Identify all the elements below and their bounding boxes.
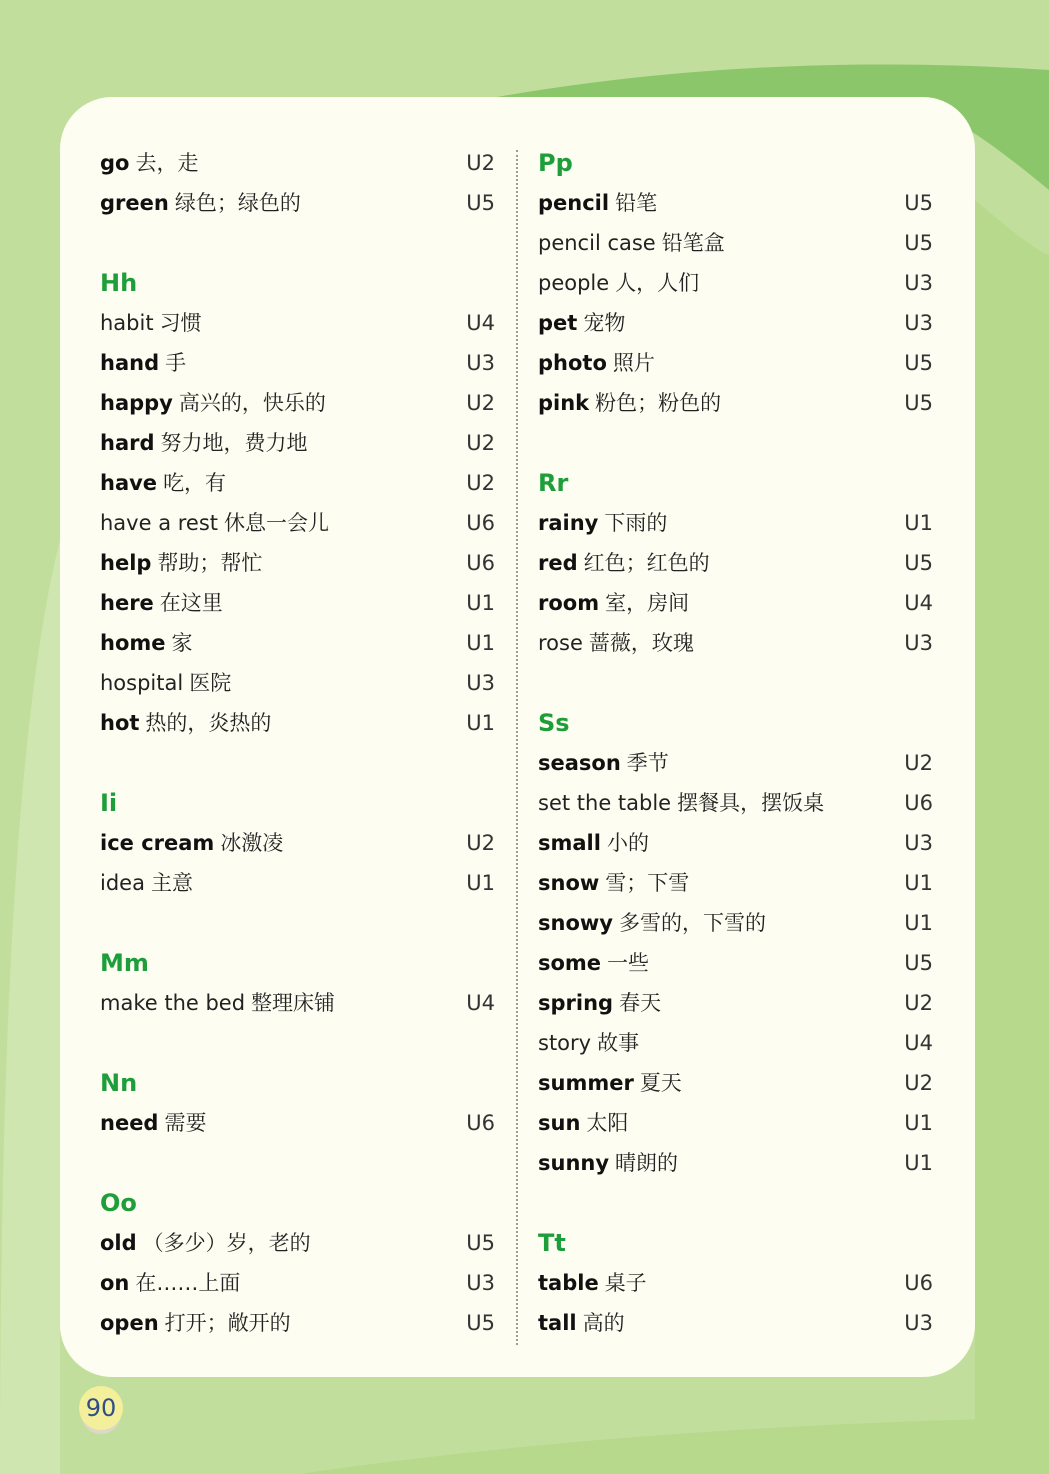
glossary-entry xyxy=(538,543,933,583)
entry-unit: U5 xyxy=(904,391,933,415)
entry-unit: U5 xyxy=(904,191,933,215)
left-glossary-column xyxy=(100,143,495,1343)
glossary-entry xyxy=(538,783,933,823)
entry-word: pencil case xyxy=(538,231,656,255)
glossary-entry xyxy=(538,1263,933,1303)
entry-translation: 在这里 xyxy=(159,591,223,615)
entry-word: pencil xyxy=(538,191,610,215)
entry-translation: 太阳 xyxy=(586,1111,629,1135)
entry-unit: U6 xyxy=(904,791,933,815)
entry-translation: 主意 xyxy=(150,871,193,895)
entry-translation: 帮助；帮忙 xyxy=(157,551,263,575)
entry-translation: 故事 xyxy=(597,1031,640,1055)
entry-translation: 吃，有 xyxy=(163,471,227,495)
entry-translation: 小的 xyxy=(606,831,649,855)
glossary-entry xyxy=(100,1303,495,1343)
glossary-entry xyxy=(100,543,495,583)
glossary-entry xyxy=(100,823,495,863)
entry-unit: U3 xyxy=(904,631,933,655)
glossary-entry xyxy=(100,183,495,223)
entry-word: small xyxy=(538,831,601,855)
entry-word: snow xyxy=(538,871,600,895)
entry-unit: U5 xyxy=(904,951,933,975)
entry-word: photo xyxy=(538,351,607,375)
entry-translation: 夏天 xyxy=(639,1071,682,1095)
entry-unit: U2 xyxy=(904,991,933,1015)
glossary-entry xyxy=(100,303,495,343)
glossary-entry xyxy=(100,703,495,743)
glossary-entry xyxy=(100,983,495,1023)
page-number: 90 xyxy=(79,1386,123,1430)
entry-translation: 人，人们 xyxy=(615,271,700,295)
entry-unit: U2 xyxy=(466,431,495,455)
entry-translation: 下雨的 xyxy=(604,511,668,535)
entry-word: hard xyxy=(100,431,155,455)
entry-translation: 宠物 xyxy=(583,311,626,335)
entry-translation: 多雪的，下雪的 xyxy=(618,911,766,935)
section-gap xyxy=(100,903,495,943)
entry-unit: U2 xyxy=(904,1071,933,1095)
entry-unit: U5 xyxy=(466,1311,495,1335)
entry-translation: 蔷薇，玫瑰 xyxy=(588,631,694,655)
glossary-entry xyxy=(538,223,933,263)
entry-translation: 红色；红色的 xyxy=(583,551,710,575)
glossary-entry xyxy=(538,623,933,663)
entry-translation: （多少）岁，老的 xyxy=(142,1231,311,1255)
entry-translation: 家 xyxy=(171,631,193,655)
entry-translation: 手 xyxy=(165,351,187,375)
entry-word: hot xyxy=(100,711,140,735)
entry-word: tall xyxy=(538,1311,577,1335)
entry-unit: U2 xyxy=(466,391,495,415)
glossary-entry xyxy=(538,183,933,223)
entry-translation: 绿色；绿色的 xyxy=(174,191,301,215)
entry-word: table xyxy=(538,1271,599,1295)
entry-translation: 休息一会儿 xyxy=(224,511,330,535)
entry-translation: 桌子 xyxy=(604,1271,647,1295)
entry-unit: U6 xyxy=(466,1111,495,1135)
entry-unit: U2 xyxy=(466,471,495,495)
glossary-entry xyxy=(538,1023,933,1063)
entry-unit: U3 xyxy=(904,271,933,295)
letter-heading: Pp xyxy=(538,149,573,177)
entry-unit: U5 xyxy=(904,231,933,255)
glossary-entry xyxy=(100,463,495,503)
entry-translation: 雪；下雪 xyxy=(605,871,690,895)
entry-word: make the bed xyxy=(100,991,246,1015)
entry-translation: 热的，炎热的 xyxy=(145,711,272,735)
letter-heading: Hh xyxy=(100,269,138,297)
entry-word: pink xyxy=(538,391,590,415)
entry-word: hand xyxy=(100,351,160,375)
entry-unit: U1 xyxy=(904,1111,933,1135)
entry-word: snowy xyxy=(538,911,613,935)
entry-translation: 季节 xyxy=(626,751,669,775)
glossary-entry xyxy=(538,903,933,943)
entry-word: people xyxy=(538,271,610,295)
glossary-entry xyxy=(100,623,495,663)
entry-unit: U4 xyxy=(904,591,933,615)
entry-translation: 整理床铺 xyxy=(251,991,336,1015)
entry-unit: U1 xyxy=(466,631,495,655)
entry-translation: 冰激凌 xyxy=(220,831,284,855)
entry-unit: U2 xyxy=(904,751,933,775)
glossary-entry xyxy=(100,1103,495,1143)
entry-unit: U1 xyxy=(904,1151,933,1175)
entry-unit: U1 xyxy=(904,871,933,895)
glossary-entry xyxy=(538,303,933,343)
glossary-entry xyxy=(100,1223,495,1263)
entry-unit: U1 xyxy=(904,911,933,935)
entry-translation: 去，走 xyxy=(135,151,199,175)
entry-word: set the table xyxy=(538,791,672,815)
entry-translation: 习惯 xyxy=(159,311,202,335)
entry-word: on xyxy=(100,1271,130,1295)
glossary-entry xyxy=(538,823,933,863)
entry-unit: U3 xyxy=(904,1311,933,1335)
entry-unit: U2 xyxy=(466,151,495,175)
glossary-entry xyxy=(538,743,933,783)
glossary-entry xyxy=(538,983,933,1023)
entry-unit: U5 xyxy=(466,1231,495,1255)
glossary-entry xyxy=(100,143,495,183)
entry-word: have a rest xyxy=(100,511,219,535)
right-glossary-column xyxy=(538,143,933,1343)
entry-word: room xyxy=(538,591,600,615)
glossary-entry xyxy=(538,1063,933,1103)
entry-unit: U6 xyxy=(466,511,495,535)
entry-word: spring xyxy=(538,991,614,1015)
entry-word: here xyxy=(100,591,154,615)
entry-unit: U6 xyxy=(466,551,495,575)
entry-unit: U3 xyxy=(466,1271,495,1295)
glossary-entry xyxy=(538,263,933,303)
entry-word: home xyxy=(100,631,166,655)
section-gap xyxy=(100,743,495,783)
entry-translation: 晴朗的 xyxy=(615,1151,679,1175)
entry-word: story xyxy=(538,1031,592,1055)
entry-translation: 摆餐具，摆饭桌 xyxy=(677,791,825,815)
entry-unit: U5 xyxy=(904,551,933,575)
entry-translation: 粉色；粉色的 xyxy=(595,391,722,415)
glossary-entry xyxy=(538,863,933,903)
entry-unit: U6 xyxy=(904,1271,933,1295)
section-gap xyxy=(100,1023,495,1063)
entry-unit: U1 xyxy=(904,511,933,535)
entry-unit: U3 xyxy=(466,351,495,375)
entry-translation: 室，房间 xyxy=(605,591,690,615)
glossary-entry xyxy=(538,1143,933,1183)
entry-word: green xyxy=(100,191,169,215)
glossary-entry xyxy=(538,1303,933,1343)
entry-word: rose xyxy=(538,631,583,655)
section-gap xyxy=(100,223,495,263)
entry-word: happy xyxy=(100,391,173,415)
entry-word: season xyxy=(538,751,621,775)
letter-heading: Ii xyxy=(100,789,118,817)
entry-unit: U2 xyxy=(466,831,495,855)
entry-word: pet xyxy=(538,311,578,335)
entry-translation: 春天 xyxy=(619,991,662,1015)
column-divider xyxy=(516,150,518,1345)
section-gap xyxy=(538,1183,933,1223)
entry-word: red xyxy=(538,551,578,575)
entry-unit: U3 xyxy=(466,671,495,695)
entry-translation: 铅笔 xyxy=(615,191,658,215)
glossary-entry xyxy=(100,503,495,543)
entry-word: sun xyxy=(538,1111,581,1135)
glossary-entry xyxy=(538,583,933,623)
glossary-entry xyxy=(538,383,933,423)
glossary-entry xyxy=(538,503,933,543)
entry-unit: U4 xyxy=(466,991,495,1015)
glossary-entry xyxy=(100,383,495,423)
letter-heading: Ss xyxy=(538,709,570,737)
entry-translation: 铅笔盒 xyxy=(661,231,725,255)
section-gap xyxy=(538,423,933,463)
entry-unit: U5 xyxy=(466,191,495,215)
section-gap xyxy=(100,1143,495,1183)
glossary-entry xyxy=(538,343,933,383)
entry-unit: U5 xyxy=(904,351,933,375)
letter-heading: Tt xyxy=(538,1229,566,1257)
entry-unit: U3 xyxy=(904,311,933,335)
glossary-entry xyxy=(100,343,495,383)
glossary-entry xyxy=(100,1263,495,1303)
glossary-entry xyxy=(538,943,933,983)
entry-word: open xyxy=(100,1311,159,1335)
glossary-entry xyxy=(100,863,495,903)
entry-word: old xyxy=(100,1231,137,1255)
glossary-entry xyxy=(100,663,495,703)
entry-unit: U4 xyxy=(904,1031,933,1055)
entry-translation: 一些 xyxy=(607,951,650,975)
entry-unit: U3 xyxy=(904,831,933,855)
entry-word: hospital xyxy=(100,671,184,695)
entry-word: need xyxy=(100,1111,159,1135)
letter-heading: Rr xyxy=(538,469,569,497)
entry-translation: 高兴的，快乐的 xyxy=(178,391,326,415)
entry-translation: 努力地，费力地 xyxy=(160,431,308,455)
entry-translation: 打开；敞开的 xyxy=(164,1311,291,1335)
entry-word: summer xyxy=(538,1071,634,1095)
glossary-entry xyxy=(538,1103,933,1143)
entry-word: habit xyxy=(100,311,154,335)
entry-translation: 高的 xyxy=(582,1311,625,1335)
entry-word: go xyxy=(100,151,130,175)
entry-unit: U1 xyxy=(466,591,495,615)
entry-word: sunny xyxy=(538,1151,610,1175)
letter-heading: Mm xyxy=(100,949,149,977)
glossary-entry xyxy=(100,583,495,623)
entry-word: help xyxy=(100,551,152,575)
entry-translation: 医院 xyxy=(189,671,232,695)
entry-word: some xyxy=(538,951,602,975)
entry-word: idea xyxy=(100,871,145,895)
entry-translation: 在……上面 xyxy=(135,1271,241,1295)
entry-translation: 需要 xyxy=(164,1111,207,1135)
entry-word: have xyxy=(100,471,158,495)
entry-unit: U1 xyxy=(466,711,495,735)
entry-word: ice cream xyxy=(100,831,215,855)
section-gap xyxy=(538,663,933,703)
entry-unit: U1 xyxy=(466,871,495,895)
letter-heading: Oo xyxy=(100,1189,137,1217)
entry-word: rainy xyxy=(538,511,599,535)
letter-heading: Nn xyxy=(100,1069,138,1097)
entry-unit: U4 xyxy=(466,311,495,335)
entry-translation: 照片 xyxy=(612,351,655,375)
glossary-entry xyxy=(100,423,495,463)
